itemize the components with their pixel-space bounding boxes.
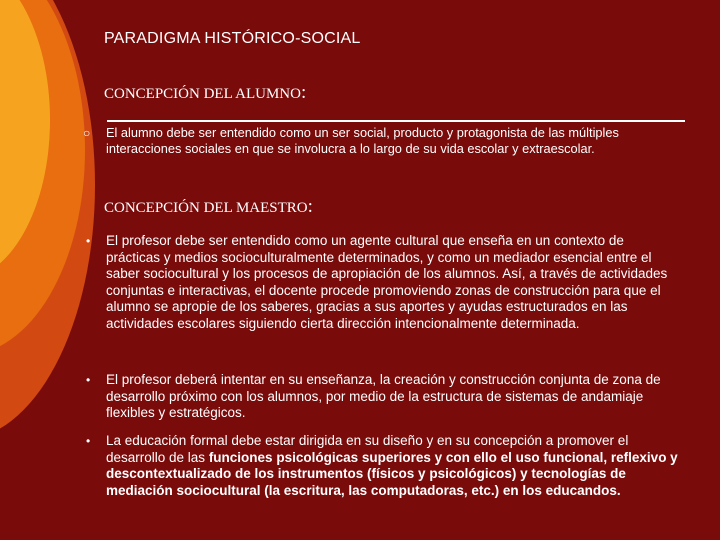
alumno-bullet-marker: ○: [83, 126, 91, 140]
alumno-heading: [104, 82, 306, 104]
maestro-bullet-marker-1: •: [86, 234, 91, 248]
alumno-heading-text: CONCEPCIÓN DEL ALUMNO: [104, 86, 301, 102]
maestro-bullet-marker-2: •: [86, 373, 91, 387]
maestro-heading-text: CONCEPCIÓN DEL MAESTRO: [104, 200, 308, 216]
maestro-bullet-marker-3: •: [86, 434, 91, 448]
maestro-bullet-2: El profesor deberá intentar en su enseñanza, la creación y construcción conjunta de zona de desarrollo próximo con los alumnos, por medio de la estructura de sistemas de andamiaje flexibles y estratégicos.: [106, 372, 661, 420]
slide-title: PARADIGMA HISTÓRICO-SOCIAL: [104, 30, 361, 47]
alumno-heading-colon: :: [300, 82, 307, 103]
maestro-bullet-3-bold: funciones psicológicas superiores y con ello el uso funcional, reflexivo y descontextualizado de los instrumentos (físicos y psicológicos) y tecnologías de mediación sociocultural (la escritura, las computadoras, etc.) en los educandos.: [106, 449, 678, 498]
decorative-circles: [0, 0, 110, 540]
maestro-bullet-1: El profesor debe ser entendido como un agente cultural que enseña en un contexto de prácticas y medios socioculturalmente determinados, y como un mediador esencial entre el saber sociocultural y los procesos de apropiación de los alumnos. Así, a través de actividades conjuntas e interactivas, el docente procede promoviendo zonas de construcción para que el alumno se apropie de los saberes, gracias a sus aportes y ayudas estructurados en las actividades escolares siguiendo cierta dirección intencionalmente determinada.: [106, 233, 668, 331]
maestro-bullet-3-plain: La educación formal debe estar dirigida en su diseño y en su concepción a promover el desarrollo de las: [106, 433, 629, 465]
alumno-paragraph: El alumno debe ser entendido como un ser social, producto y protagonista de las múltiples interacciones sociales en que se involucra a lo largo de su vida escolar y extraescolar.: [106, 125, 619, 156]
maestro-heading: [104, 196, 313, 218]
heading-divider: [107, 120, 685, 122]
maestro-heading-colon: :: [307, 196, 313, 217]
maestro-bullet-3: [106, 433, 686, 499]
